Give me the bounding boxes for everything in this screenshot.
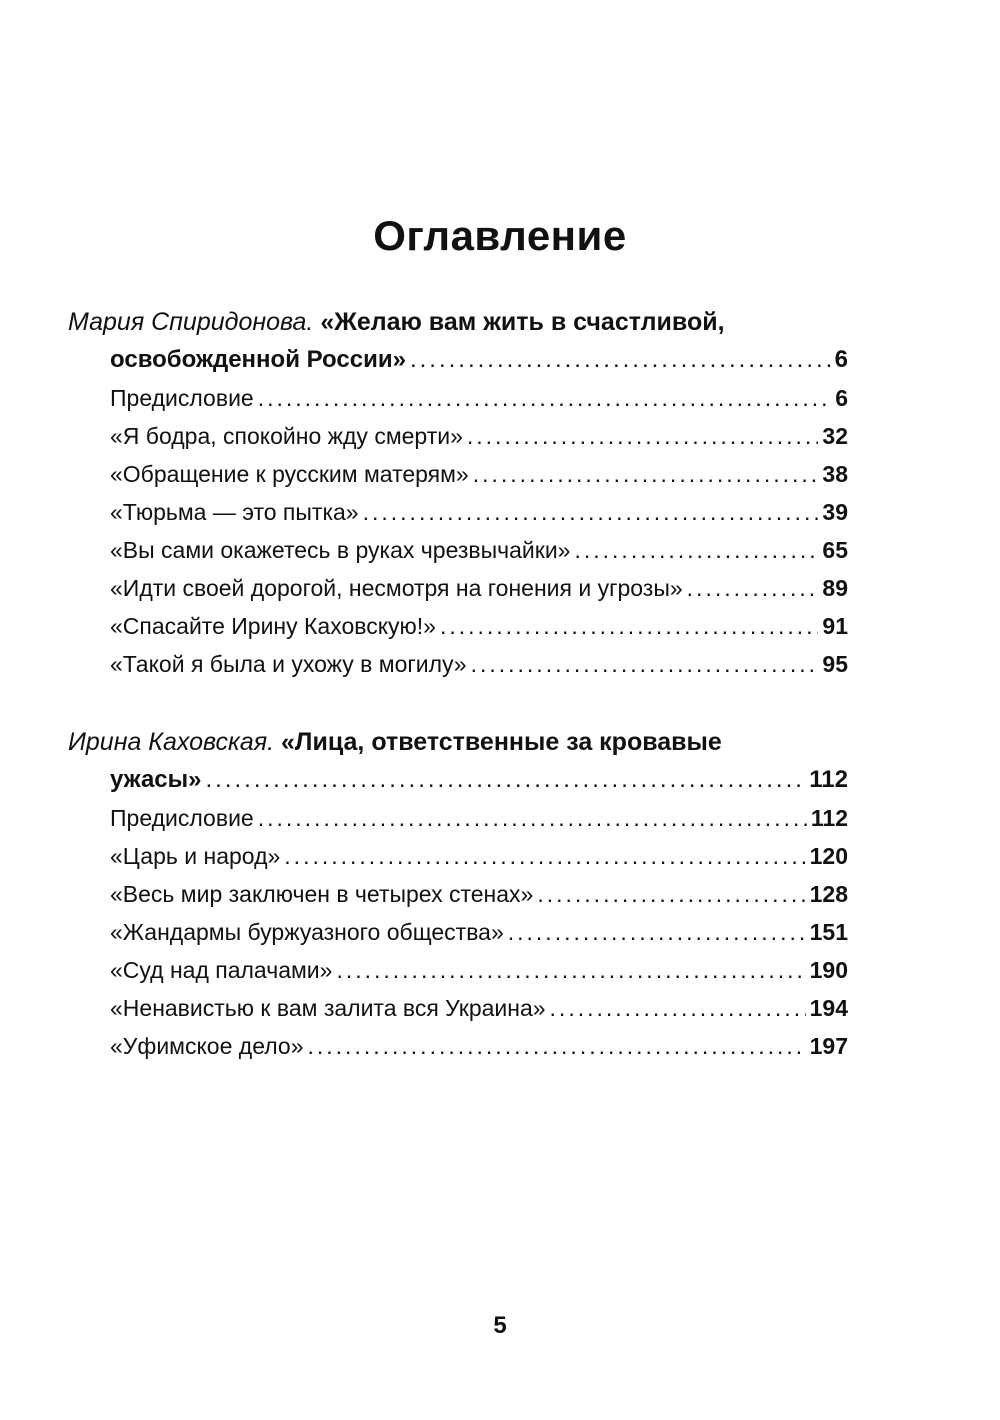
toc-entry-page: 38 [822,461,848,487]
dot-leader [471,646,819,682]
toc-entry-page: 39 [822,499,848,525]
dot-leader [336,952,805,988]
dot-leader [258,380,831,416]
toc-entry-page: 65 [822,537,848,563]
toc-entry[interactable] [110,646,848,682]
toc-entry-title: «Обращение к русским матерям» [110,461,469,487]
toc-entry-title: «Спасайте Ирину Каховскую!» [110,613,436,639]
page-number: 5 [493,1312,507,1339]
toc-entry-page: 197 [809,1033,848,1059]
toc-entry[interactable] [110,532,848,568]
toc-entry[interactable] [110,456,848,492]
toc-entry-page: 120 [809,843,848,869]
dot-leader [440,608,818,644]
toc-entry-page: 194 [809,995,848,1021]
work-title: «Желаю вам жить в счастливой, [320,308,725,336]
dot-leader [363,494,819,530]
toc-entry-title: «Царь и народ» [110,843,281,869]
toc-entry-page: 91 [822,613,848,639]
dot-leader [687,570,819,606]
toc-entry-title: Предисловие [110,385,254,411]
section-heading [68,724,722,760]
toc-entry[interactable] [110,990,848,1026]
toc-entry-page: 95 [822,651,848,677]
dot-leader [410,342,831,378]
toc-entry-title: «Тюрьма — это пытка» [110,499,359,525]
toc-entry[interactable] [110,1028,848,1064]
toc-entry[interactable] [110,876,848,912]
toc-entry-title: Предисловие [110,805,254,831]
toc-entry[interactable] [110,952,848,988]
toc-entry-page: 112 [809,766,848,793]
toc-entry-title: «Жандармы буржуазного общества» [110,919,504,945]
section-heading [68,304,725,340]
toc-entry-page: 6 [835,385,848,411]
author-name: Ирина Каховская. [68,728,275,756]
toc-entry[interactable] [110,570,848,606]
toc-entry-title: «Я бодра, спокойно жду смерти» [110,423,463,449]
toc-entry-title: «Уфимское дело» [110,1033,304,1059]
dot-leader [537,876,805,912]
toc-entry-title: «Весь мир заключен в четырех стенах» [110,881,534,907]
toc-entry-main-work[interactable] [110,762,848,798]
toc-entry-title: «Такой я была и ухожу в могилу» [110,651,467,677]
toc-entry[interactable] [110,914,848,950]
dot-leader [473,456,819,492]
dot-leader [574,532,818,568]
toc-entry-page: 128 [809,881,848,907]
toc-entry-page: 32 [822,423,848,449]
toc-entry[interactable] [110,800,848,836]
toc-entry-title: «Суд над палачами» [110,957,333,983]
work-title: «Лица, ответственные за кровавые [281,728,722,756]
toc-entry[interactable] [110,380,848,416]
toc-entry-page: 112 [810,805,848,831]
dot-leader [308,1028,806,1064]
toc-entry[interactable] [110,838,848,874]
author-name: Мария Спиридонова. [68,308,314,336]
dot-leader [284,838,805,874]
toc-entry-title: освобожденной России» [110,346,406,373]
toc-entry-title: «Вы сами окажетесь в руках чрезвычайки» [110,537,571,563]
toc-entry[interactable] [110,608,848,644]
toc-entry-title: ужасы» [110,766,202,793]
dot-leader [258,800,807,836]
toc-entry-title: «Идти своей дорогой, несмотря на гонения и угрозы» [110,575,683,601]
toc-entry-page: 89 [822,575,848,601]
toc-entry-page: 151 [809,919,848,945]
dot-leader [206,762,806,798]
dot-leader [550,990,806,1026]
toc-entry-page: 6 [834,346,848,373]
toc-entry-page: 190 [809,957,848,983]
dot-leader [467,418,819,454]
toc-entry[interactable] [110,418,848,454]
toc-entry-title: «Ненавистью к вам залита вся Украина» [110,995,546,1021]
toc-entry-main-work[interactable] [110,342,848,378]
page-title: Оглавление [373,212,627,259]
dot-leader [508,914,806,950]
toc-entry[interactable] [110,494,848,530]
